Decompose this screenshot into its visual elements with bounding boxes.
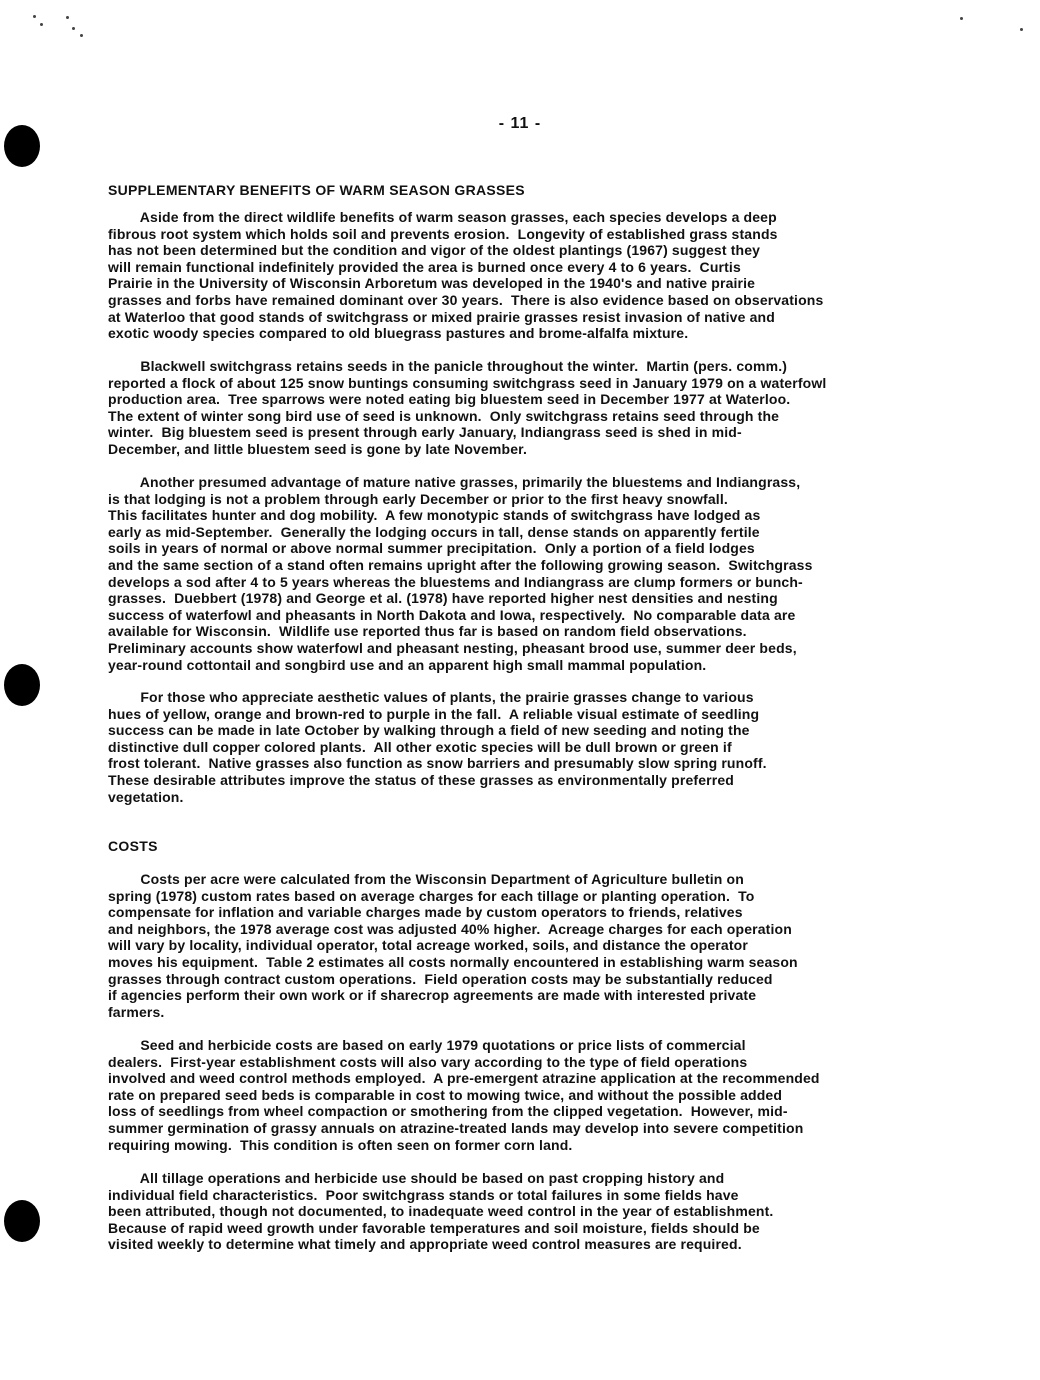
punch-hole-middle [4, 664, 40, 706]
body-paragraph: Another presumed advantage of mature native grasses, primarily the bluestems and Indiangrass, is that lodging is not a problem through early December or prior to the first heavy snowfall. This facilitates hunter and dog mobility. A few monotypic stands of switchgrass have lodged as early as mid-September. Generally the lodging occurs in tall, dense stands on apparently fertile soils in years of normal or above normal summer precipitation. Only a portion of a field lodges and the same section of a stand often remains upright after the following growing season. Switchgrass develops a sod after 4 to 5 years whereas the bluestems and Indiangrass are clump formers or bunch- grasses. Duebbert (1978) and George et al. (1978) have reported higher nest densities and nesting success of waterfowl and pheasants in North Dakota and Iowa, respectively. No comparable data are available for Wisconsin. Wildlife use reported thus far is based on random field observations. Preliminary accounts show waterfowl and pheasant nesting, pheasant brood use, summer deer beds, year-round cottontail and songbird use and an apparent high small mammal population. [108, 474, 813, 673]
scan-speck [80, 34, 83, 37]
scan-speck [1020, 28, 1023, 31]
scan-speck [33, 15, 36, 18]
scan-speck [72, 27, 75, 30]
section-heading: COSTS [108, 838, 158, 854]
scan-speck [40, 23, 43, 26]
scan-speck [66, 16, 69, 19]
scan-speck [960, 17, 963, 20]
page-number: - 11 - [498, 115, 542, 132]
body-paragraph: Aside from the direct wildlife benefits of warm season grasses, each species develops a deep fibrous root system which holds soil and prevents erosion. Longevity of established grass stands has not been determined but the condition and vigor of the oldest plantings (1967) suggest they will remain functional indefinitely provided the area is burned once every 4 to 6 years. Curtis Prairie in the University of Wisconsin Arboretum was developed in the 1940's and native prairie grasses and forbs have remained dominant over 30 years. There is also evidence based on observations at Waterloo that good stands of switchgrass or mixed prairie grasses resist invasion of native and exotic woody species compared to old bluegrass pastures and brome-alfalfa mixture. [108, 209, 824, 342]
body-paragraph: Seed and herbicide costs are based on early 1979 quotations or price lists of commercial dealers. First-year establishment costs will also vary according to the type of field operations involved and weed control methods employed. A pre-emergent atrazine application at the recommended rate on prepared seed beds is comparable in cost to mowing twice, and without the possible added loss of seedlings from wheel compaction or smothering from the clipped vegetation. However, mid- summer germination of grassy annuals on atrazine-treated lands may develop into severe competition requiring mowing. This condition is often seen on former corn land. [108, 1037, 820, 1153]
body-paragraph: All tillage operations and herbicide use should be based on past cropping history and individual field characteristics. Poor switchgrass stands or total failures in some fields have been attributed, though not documented, to inadequate weed control in the year of establishment. Because of rapid weed growth under favorable temperatures and soil moisture, fields should be visited weekly to determine what timely and appropriate weed control measures are required. [108, 1170, 774, 1253]
section-heading: SUPPLEMENTARY BENEFITS OF WARM SEASON GRASSES [108, 182, 525, 198]
body-paragraph: For those who appreciate aesthetic values of plants, the prairie grasses change to various hues of yellow, orange and brown-red to purple in the fall. A reliable visual estimate of seedling success can be made in late October by walking through a field of new seeding and noting the distinctive dull copper colored plants. All other exotic species will be dull brown or green if frost tolerant. Native grasses also function as snow barriers and presumably slow spring runoff. These desirable attributes improve the status of these grasses as environmentally preferred vegetation. [108, 689, 767, 805]
body-paragraph: Blackwell switchgrass retains seeds in the panicle throughout the winter. Martin (pers. comm.) reported a flock of about 125 snow buntings consuming switchgrass seed in January 1979 on a waterfowl production area. Tree sparrows were noted eating big bluestem seed in December 1977 at Waterloo. The extent of winter song bird use of seed is unknown. Only switchgrass retains seed through the winter. Big bluestem seed is present through early January, Indiangrass seed is shed in mid- December, and little bluestem seed is gone by late November. [108, 358, 827, 457]
body-paragraph: Costs per acre were calculated from the Wisconsin Department of Agriculture bulletin on spring (1978) custom rates based on average charges for each tillage or planting operation. To compensate for inflation and variable charges made by custom operators to friends, relatives and neighbors, the 1978 average cost was adjusted 40% higher. Acreage charges for each operation will vary by locality, individual operator, total acreage worked, soils, and distance the operator moves his equipment. Table 2 estimates all costs normally encountered in establishing warm season grasses through contract custom operations. Field operation costs may be substantially reduced if agencies perform their own work or if sharecrop agreements are made with interested private farmers. [108, 871, 798, 1020]
punch-hole-bottom [4, 1200, 40, 1242]
